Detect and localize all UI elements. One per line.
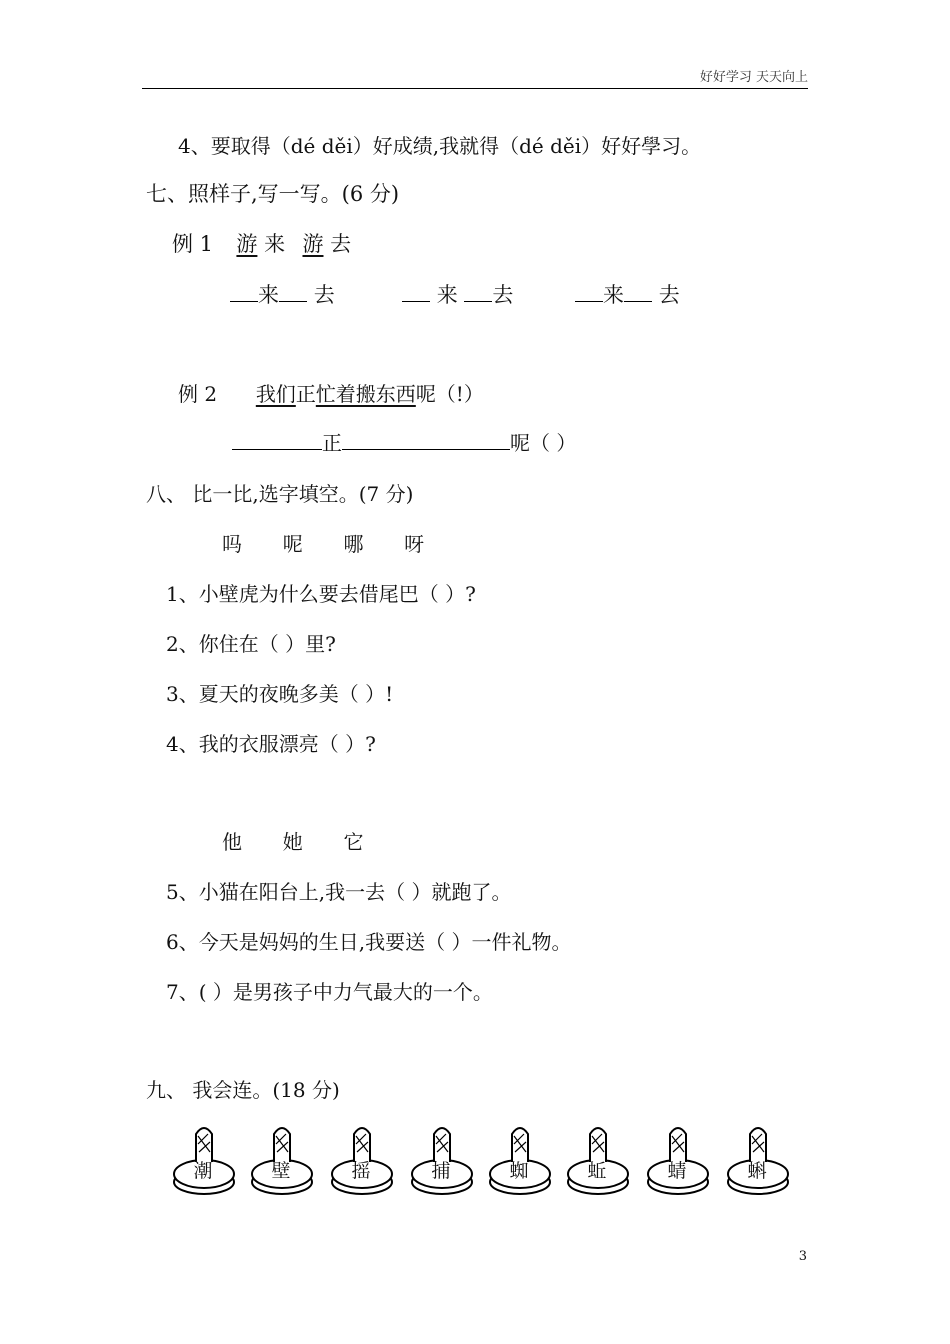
header-divider (142, 88, 808, 89)
choice-row-1 (222, 528, 424, 557)
pattern-qu: 去 (492, 283, 514, 307)
pattern-lai: 来 (603, 283, 624, 307)
choice-word: 呢 (282, 532, 303, 556)
q4-line: 4、要取得（dé děi）好成绩,我就得（dé děi）好好學习。 (178, 134, 702, 158)
fill-item-5: 5、小猫在阳台上,我一去（ ）就跑了。 (166, 880, 512, 904)
fill-zheng: 正 (322, 431, 342, 455)
example-2-part-1: 我们 (255, 382, 296, 406)
fill-item-4: 4、我的衣服漂亮（ ）? (166, 732, 376, 756)
example-2-part-4: 呢（!） (415, 382, 484, 406)
blank[interactable] (575, 279, 603, 302)
example-1-word-1: 游 (236, 232, 258, 256)
seal-stamp[interactable] (646, 1122, 716, 1200)
section-nine-title: 九、 我会连。(18 分) (146, 1078, 340, 1102)
example-2 (178, 378, 484, 407)
example-1-word-2: 来 (264, 232, 286, 256)
choice-word: 她 (282, 830, 303, 854)
seal-stamp[interactable] (330, 1122, 400, 1200)
blank[interactable] (624, 279, 652, 302)
section-seven-title: 七、照样子,写一写。(6 分) (146, 182, 400, 206)
seal-stamp[interactable] (566, 1122, 636, 1200)
blank[interactable] (342, 427, 510, 450)
seal-char: 蚯 (587, 1160, 607, 1182)
example-1-word-3: 游 (302, 232, 324, 256)
fill-item-7: 7、( ）是男孩子中力气最大的一个。 (166, 980, 493, 1004)
fill-pattern-1 (230, 279, 335, 309)
seal-stamp[interactable] (410, 1122, 480, 1200)
seal-char: 蝌 (747, 1160, 767, 1182)
seal-stamp[interactable] (488, 1122, 558, 1200)
seal-char: 蜘 (509, 1160, 529, 1182)
fill-item-1: 1、小壁虎为什么要去借尾巴（ ）? (166, 582, 476, 606)
pattern-qu: 去 (313, 283, 335, 307)
choice-word: 呀 (404, 532, 425, 556)
blank[interactable] (279, 279, 307, 302)
choice-word: 他 (222, 830, 242, 854)
example-1-label: 例 1 (172, 232, 214, 256)
seal-stamp[interactable] (172, 1122, 242, 1200)
example-2-fill (232, 427, 576, 456)
pattern-lai: 来 (258, 283, 279, 307)
choice-word: 哪 (343, 532, 364, 556)
fill-pattern-3 (575, 279, 680, 309)
seal-char: 潮 (193, 1160, 213, 1182)
example-1-word-4: 去 (330, 232, 352, 256)
pattern-qu: 去 (658, 283, 680, 307)
seal-char: 壁 (271, 1160, 291, 1182)
page-number: 3 (798, 1249, 807, 1264)
fill-item-6: 6、今天是妈妈的生日,我要送（ ）一件礼物。 (166, 930, 572, 954)
seal-char: 摇 (351, 1160, 371, 1182)
blank[interactable] (230, 279, 258, 302)
choice-word: 它 (343, 830, 364, 854)
fill-item-2: 2、你住在（ ）里? (166, 632, 336, 656)
blank[interactable] (232, 427, 322, 450)
example-2-part-3: 忙着搬东西 (315, 382, 416, 406)
choice-row-2 (222, 826, 363, 855)
fill-pattern-2 (402, 279, 513, 309)
seal-char: 蜻 (667, 1160, 687, 1182)
header-motto: 好好学习 天天向上 (699, 70, 808, 85)
blank[interactable] (464, 279, 492, 302)
example-2-label: 例 2 (178, 382, 218, 406)
seal-stamp[interactable] (250, 1122, 320, 1200)
choice-word: 吗 (222, 532, 242, 556)
fill-ne: 呢（ ） (510, 431, 577, 455)
blank[interactable] (402, 279, 430, 302)
example-1 (172, 228, 351, 258)
pattern-lai: 来 (436, 283, 458, 307)
example-2-part-2: 正 (295, 382, 316, 406)
seal-char: 捕 (431, 1160, 451, 1182)
seal-stamp[interactable] (726, 1122, 796, 1200)
section-eight-title: 八、 比一比,选字填空。(7 分) (146, 482, 414, 506)
fill-item-3: 3、夏天的夜晚多美（ ）! (166, 682, 394, 706)
